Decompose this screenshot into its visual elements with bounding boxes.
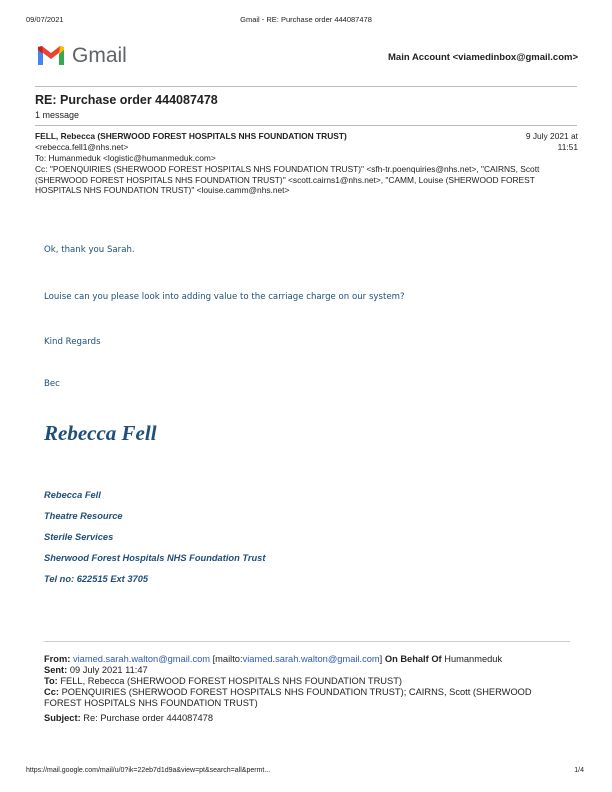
print-date: 09/07/2021 bbox=[26, 15, 64, 24]
forwarded-to-label: To: bbox=[44, 676, 58, 686]
thread-divider bbox=[35, 125, 577, 126]
signature-dept-sterile: Sterile Services bbox=[44, 532, 114, 542]
signature-org: Sherwood Forest Hospitals NHS Foundation Trust bbox=[44, 553, 266, 563]
message-count: 1 message bbox=[35, 110, 80, 120]
forwarded-behalf-name: Humanmeduk bbox=[441, 654, 503, 664]
forwarded-mailto-open: [mailto: bbox=[210, 654, 243, 664]
signature-tel: Tel no: 622515 Ext 3705 bbox=[44, 574, 149, 584]
message-date-text: 9 July 2021 at bbox=[525, 131, 578, 141]
forwarded-sent bbox=[44, 665, 148, 676]
body-line-thanks: Ok, thank you Sarah. bbox=[44, 245, 135, 255]
forwarded-behalf-label: On Behalf Of bbox=[382, 654, 442, 664]
sender-email: <rebecca.fell1@nhs.net> bbox=[35, 142, 129, 152]
gmail-logo-icon bbox=[36, 45, 66, 67]
thread-subject: RE: Purchase order 444087478 bbox=[35, 93, 218, 107]
forwarded-cc-value: POENQUIRIES (SHERWOOD FOREST HOSPITALS NHS FOUNDATION TRUST); CAIRNS, Scott (SHERWOOD FOREST HOSPITALS NHS FOUNDATION TRUST) bbox=[44, 687, 532, 708]
print-title: Gmail - RE: Purchase order 444087478 bbox=[240, 15, 372, 24]
footer-page-number: 1/4 bbox=[574, 767, 584, 774]
signature-dept-theatre: Theatre Resource bbox=[44, 511, 123, 521]
forwarded-cc bbox=[44, 687, 564, 709]
forwarded-to bbox=[44, 676, 402, 687]
forwarded-sent-label: Sent: bbox=[44, 665, 68, 675]
to-recipients: To: Humanmeduk <logistic@humanmeduk.com> bbox=[35, 153, 216, 163]
signature-name: Rebecca Fell bbox=[44, 490, 101, 500]
footer-url: https://mail.google.com/mail/u/0?ik=22eb7d1d9a&view=pt&search=all&permt... bbox=[26, 767, 271, 774]
quote-divider bbox=[44, 641, 570, 642]
account-label: Main Account <viamedinbox@gmail.com> bbox=[388, 52, 578, 63]
header-divider bbox=[35, 86, 577, 87]
forwarded-from-email-link[interactable]: viamed.sarah.walton@gmail.com bbox=[72, 654, 211, 664]
sender-name: FELL, Rebecca (SHERWOOD FOREST HOSPITALS NHS FOUNDATION TRUST) bbox=[35, 131, 347, 141]
cc-recipients: Cc: "POENQUIRIES (SHERWOOD FOREST HOSPITALS NHS FOUNDATION TRUST)" <sfh-tr.poenquiries@nhs.net>, "CAIRNS, Scott (SHERWOOD FOREST HOSPITALS NHS FOUNDATION TRUST)" <scott.cairns1@nhs.net>, "CAMM, Louise (SHERWOOD FOREST HOSPITALS NHS FOUNDATION TRUST)" <louise.camm@nhs.net> bbox=[35, 164, 540, 196]
message-date bbox=[526, 131, 578, 153]
gmail-wordmark: Gmail bbox=[72, 44, 127, 67]
forwarded-from bbox=[44, 654, 502, 665]
body-line-regards: Kind Regards bbox=[44, 337, 101, 347]
message-time-text: 11:51 bbox=[557, 142, 578, 152]
forwarded-mailto-link[interactable]: viamed.sarah.walton@gmail.com bbox=[242, 654, 380, 664]
forwarded-cc-label: Cc: bbox=[44, 687, 59, 697]
body-line-bec: Bec bbox=[44, 379, 60, 389]
forwarded-subject bbox=[44, 713, 213, 724]
forwarded-subject-label: Subject: bbox=[44, 713, 81, 723]
forwarded-mailto-close: ] bbox=[379, 654, 383, 664]
forwarded-from-label: From: bbox=[44, 654, 71, 664]
body-line-request: Louise can you please look into adding value to the carriage charge on our system? bbox=[44, 292, 405, 302]
signature-name-large: Rebecca Fell bbox=[44, 421, 157, 445]
forwarded-to-value: FELL, Rebecca (SHERWOOD FOREST HOSPITALS NHS FOUNDATION TRUST) bbox=[57, 676, 402, 686]
forwarded-sent-value: 09 July 2021 11:47 bbox=[67, 665, 148, 675]
forwarded-subject-value: Re: Purchase order 444087478 bbox=[80, 713, 214, 723]
